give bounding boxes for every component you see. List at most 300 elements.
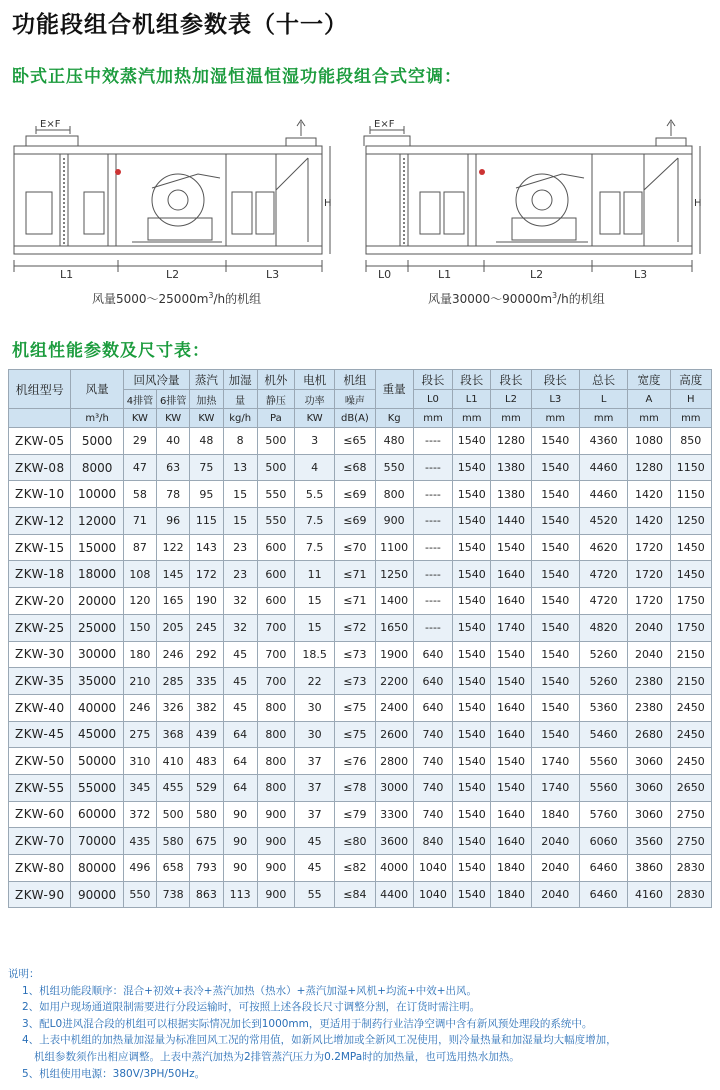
table-cell: 60000 [71,801,123,828]
col-header-steam-2: 加热 [190,390,223,409]
table-cell: ≤75 [335,694,375,721]
col-header-airflow: 风量 [71,370,123,409]
table-cell: 1540 [491,668,531,695]
table-cell: 3060 [628,748,670,775]
table-cell: 1540 [531,694,579,721]
table-cell: 210 [123,668,156,695]
table-cell: 1640 [491,588,531,615]
table-cell: 529 [190,774,223,801]
table-cell: ≤65 [335,428,375,455]
table-cell: 1250 [375,561,413,588]
table-cell: 2040 [531,828,579,855]
table-cell: 1280 [628,454,670,481]
segment-label-right-0: L0 [378,268,392,281]
table-cell: ---- [413,534,452,561]
table-cell: 1540 [453,855,491,882]
table-cell: 71 [123,508,156,535]
col-header-seg-l2: 段长 [491,370,531,390]
table-cell: 1540 [531,588,579,615]
table-cell: 410 [157,748,190,775]
caption-large-suffix: /h的机组 [557,292,605,306]
table-cell: 580 [157,828,190,855]
table-cell: ≤84 [335,881,375,908]
table-cell: 90 [223,828,257,855]
table-cell: 1540 [531,481,579,508]
col-header-l0: L0 [413,390,452,409]
table-cell: 45 [223,694,257,721]
table-row [9,534,712,561]
table-cell: 1840 [491,855,531,882]
table-cell: 1540 [531,454,579,481]
table-cell: 900 [375,508,413,535]
table-cell: 18000 [71,561,123,588]
table-cell: 900 [257,801,294,828]
table-cell: 4 [294,454,334,481]
table-cell: 15 [294,614,334,641]
table-cell: 63 [157,454,190,481]
table-cell: ≤76 [335,748,375,775]
col-header-l1: L1 [453,390,491,409]
table-cell: 326 [157,694,190,721]
table-cell: 1740 [531,748,579,775]
ef-label-right: E×F [374,119,395,130]
table-cell: ≤69 [335,481,375,508]
unit-cool-4: KW [123,409,156,428]
table-cell: 2750 [670,828,711,855]
table-cell: 1100 [375,534,413,561]
table-cell: 246 [157,641,190,668]
table-cell: 2680 [628,721,670,748]
table-cell: 740 [413,748,452,775]
table-cell: 15 [294,588,334,615]
table-cell: 90 [223,801,257,828]
table-row [9,668,712,695]
table-cell: 1540 [453,801,491,828]
table-row [9,481,712,508]
unit-l3: mm [531,409,579,428]
table-cell: 1440 [491,508,531,535]
table-cell: 1750 [670,614,711,641]
table-cell: ≤69 [335,508,375,535]
table-cell: 90000 [71,881,123,908]
table-row [9,828,712,855]
table-cell: 5.5 [294,481,334,508]
table-cell: 455 [157,774,190,801]
table-cell: 32 [223,614,257,641]
table-cell: 55 [294,881,334,908]
table-cell: 1540 [491,641,531,668]
table-cell: 145 [157,561,190,588]
table-cell: 550 [375,454,413,481]
table-cell: 120 [123,588,156,615]
table-cell: 435 [123,828,156,855]
table-cell: ---- [413,614,452,641]
table-cell: 1420 [628,481,670,508]
table-cell: 1450 [670,561,711,588]
table-cell: 30 [294,694,334,721]
table-cell: 439 [190,721,223,748]
table-cell: 1540 [531,561,579,588]
col-header-cool-6: 6排管 [157,390,190,409]
table-cell: 480 [375,428,413,455]
table-cell: 372 [123,801,156,828]
diagram-caption-large [428,290,605,307]
col-header-weight: 重量 [375,370,413,409]
table-cell: 1650 [375,614,413,641]
col-header-seg-l0: 段长 [413,370,452,390]
note-4-cont: 机组参数须作出相应调整。上表中蒸汽加热为2排管蒸汽压力为0.2MPa时的加热量，也可选用热水加热。 [34,1050,520,1063]
note-5: 5、机组使用电源：380V/3PH/50Hz。 [22,1067,206,1080]
table-cell: 5360 [579,694,627,721]
table-row [9,855,712,882]
table-cell: 1540 [531,614,579,641]
table-cell: 10000 [71,481,123,508]
table-cell: 90 [223,855,257,882]
col-header-l3: L3 [531,390,579,409]
table-cell: 1040 [413,881,452,908]
table-cell: 245 [190,614,223,641]
table-cell: ZKW-18 [9,561,71,588]
table-cell: 30 [294,721,334,748]
col-header-l2: L2 [491,390,531,409]
table-cell: 1380 [491,454,531,481]
product-subtitle: 卧式正压中效蒸汽加热加湿恒温恒湿功能段组合式空调： [12,67,462,87]
ef-label-left: E×F [40,119,61,130]
table-cell: ≤82 [335,855,375,882]
col-header-model: 机组型号 [9,370,71,409]
table-cell: 45 [294,855,334,882]
table-cell: 122 [157,534,190,561]
caption-large-text: 风量30000～90000m [428,292,553,306]
table-cell: 6460 [579,881,627,908]
table-cell: 1540 [453,668,491,695]
table-cell: 37 [294,801,334,828]
table-cell: ≤73 [335,641,375,668]
table-cell: 382 [190,694,223,721]
table-cell: ≤70 [335,534,375,561]
table-cell: 8 [223,428,257,455]
table-cell: 700 [257,641,294,668]
table-cell: ≤68 [335,454,375,481]
table-cell: 12000 [71,508,123,535]
table-cell: 496 [123,855,156,882]
table-cell: 640 [413,694,452,721]
table-cell: ZKW-30 [9,641,71,668]
table-cell: 310 [123,748,156,775]
table-cell: 45 [223,668,257,695]
table-cell: 1540 [453,748,491,775]
table-cell: 172 [190,561,223,588]
note-3: 3、配L0进风混合段的机组可以根据实际情况加长到1000mm，更适用于制药行业洁净空调中含有新风预处理段的系统中。 [22,1017,593,1030]
table-cell: 1900 [375,641,413,668]
table-cell: 1540 [453,694,491,721]
table-cell: 6460 [579,855,627,882]
table-row [9,428,712,455]
segment-label-left-1: L1 [60,268,74,281]
table-cell: 165 [157,588,190,615]
unit-pressure: Pa [257,409,294,428]
table-cell: ZKW-40 [9,694,71,721]
table-cell: 87 [123,534,156,561]
table-cell: 1540 [453,428,491,455]
table-cell: 1540 [531,641,579,668]
table-cell: 4460 [579,454,627,481]
table-cell: 800 [257,694,294,721]
table-cell: 863 [190,881,223,908]
col-header-noise: 机组 [335,370,375,390]
table-cell: ---- [413,508,452,535]
unit-cool-6: KW [157,409,190,428]
table-cell: 2800 [375,748,413,775]
table-section-title: 机组性能参数及尺寸表： [12,341,210,361]
table-cell: 1740 [531,774,579,801]
table-cell: 1540 [491,534,531,561]
unit-a: mm [628,409,670,428]
table-cell: 640 [413,668,452,695]
table-row [9,748,712,775]
table-cell: 2200 [375,668,413,695]
table-cell: 3560 [628,828,670,855]
table-cell: 4360 [579,428,627,455]
table-cell: 3 [294,428,334,455]
table-cell: 1540 [491,774,531,801]
table-cell: 5560 [579,774,627,801]
table-cell: 2040 [531,881,579,908]
table-cell: ZKW-50 [9,748,71,775]
performance-table [8,369,712,908]
table-cell: 2380 [628,694,670,721]
table-cell: 205 [157,614,190,641]
table-cell: 25000 [71,614,123,641]
table-cell: 8000 [71,454,123,481]
unit-steam: KW [190,409,223,428]
table-cell: 1150 [670,454,711,481]
table-cell: 4460 [579,481,627,508]
table-cell: 64 [223,721,257,748]
table-cell: 1540 [453,881,491,908]
segment-label-right-3: L3 [634,268,648,281]
h-label-left: H [324,198,332,209]
table-cell: 1540 [453,721,491,748]
table-row [9,881,712,908]
table-cell: 1640 [491,801,531,828]
table-cell: 3060 [628,801,670,828]
table-cell: 1540 [453,561,491,588]
table-cell: 2150 [670,641,711,668]
table-cell: 5000 [71,428,123,455]
table-cell: ≤80 [335,828,375,855]
table-cell: ---- [413,588,452,615]
table-cell: 23 [223,534,257,561]
table-cell: 3300 [375,801,413,828]
table-cell: 47 [123,454,156,481]
table-cell: 700 [257,668,294,695]
table-cell: 40000 [71,694,123,721]
table-cell: 793 [190,855,223,882]
table-cell: 850 [670,428,711,455]
table-cell: ≤72 [335,614,375,641]
table-cell: 740 [413,774,452,801]
table-cell: 1450 [670,534,711,561]
caption-small-sup: 3 [208,291,214,300]
table-cell: 113 [223,881,257,908]
table-cell: 5560 [579,748,627,775]
table-cell: 840 [413,828,452,855]
table-cell: 600 [257,561,294,588]
table-cell: 29 [123,428,156,455]
table-cell: ZKW-45 [9,721,71,748]
note-1: 1、机组功能段顺序：混合+初效+表冷+蒸汽加热（热水）+蒸汽加湿+风机+均流+中效+出风。 [22,984,478,997]
table-cell: 1720 [628,588,670,615]
unit-diagram-large [360,118,710,283]
table-cell: 1540 [453,614,491,641]
table-cell: 143 [190,534,223,561]
table-cell: 6060 [579,828,627,855]
table-cell: 4160 [628,881,670,908]
table-cell: 15 [223,508,257,535]
table-cell: 1540 [453,454,491,481]
table-cell: 800 [257,748,294,775]
table-cell: 550 [257,508,294,535]
unit-noise: dB(A) [335,409,375,428]
table-cell: 600 [257,588,294,615]
table-cell: 1540 [531,534,579,561]
table-cell: 64 [223,774,257,801]
table-cell: 740 [413,721,452,748]
table-cell: 1540 [453,588,491,615]
table-cell: 70000 [71,828,123,855]
table-cell: 1640 [491,828,531,855]
table-cell: 1150 [670,481,711,508]
table-cell: 1250 [670,508,711,535]
unit-diagram-small [8,118,338,283]
table-cell: 1720 [628,561,670,588]
table-cell: 2400 [375,694,413,721]
table-cell: 700 [257,614,294,641]
unit-weight: Kg [375,409,413,428]
table-row [9,801,712,828]
table-cell: 32 [223,588,257,615]
table-cell: ZKW-55 [9,774,71,801]
page-title: 功能段组合机组参数表（十一） [12,12,348,38]
table-cell: 500 [257,454,294,481]
table-cell: 180 [123,641,156,668]
col-header-steam: 蒸汽 [190,370,223,390]
table-cell: 1540 [453,534,491,561]
table-cell: 550 [123,881,156,908]
table-cell: 2450 [670,721,711,748]
note-2: 2、如用户现场通道限制需要进行分段运输时，可按照上述各段长尺寸调整分割，在订货时需注明。 [22,1001,481,1014]
table-cell: ≤73 [335,668,375,695]
table-cell: 500 [257,428,294,455]
table-cell: 1640 [491,721,531,748]
table-cell: 2830 [670,881,711,908]
table-cell: 3600 [375,828,413,855]
table-cell: 2650 [670,774,711,801]
table-cell: 95 [190,481,223,508]
diagram-caption-small [92,290,261,307]
table-row [9,588,712,615]
table-cell: 3060 [628,774,670,801]
table-cell: ---- [413,561,452,588]
table-cell: 78 [157,481,190,508]
table-cell: 335 [190,668,223,695]
table-cell: 1540 [531,668,579,695]
table-row [9,508,712,535]
table-cell: 1720 [628,534,670,561]
table-cell: 550 [257,481,294,508]
table-cell: 108 [123,561,156,588]
col-header-cool-4: 4排管 [123,390,156,409]
table-cell: ZKW-20 [9,588,71,615]
table-cell: 4520 [579,508,627,535]
table-cell: 2450 [670,694,711,721]
table-cell: 190 [190,588,223,615]
col-header-width: 宽度 [628,370,670,390]
col-header-l: L [579,390,627,409]
table-cell: ZKW-05 [9,428,71,455]
table-cell: 40 [157,428,190,455]
table-cell: ---- [413,454,452,481]
table-cell: 2450 [670,748,711,775]
table-row [9,774,712,801]
table-cell: ---- [413,481,452,508]
table-cell: 150 [123,614,156,641]
notes-label: 说明： [8,968,40,980]
table-cell: 64 [223,748,257,775]
table-cell: 55000 [71,774,123,801]
table-row [9,454,712,481]
table-cell: 11 [294,561,334,588]
unit-l2: mm [491,409,531,428]
table-cell: 23 [223,561,257,588]
table-cell: 675 [190,828,223,855]
ahu-drawing-small [8,118,338,283]
table-cell: ZKW-25 [9,614,71,641]
segment-label-right-1: L1 [438,268,452,281]
table-cell: 18.5 [294,641,334,668]
table-cell: 50000 [71,748,123,775]
table-cell: 2040 [531,855,579,882]
table-cell: ZKW-80 [9,855,71,882]
table-cell: 368 [157,721,190,748]
unit-model-blank [9,409,71,428]
table-cell: 285 [157,668,190,695]
table-cell: 292 [190,641,223,668]
table-cell: ---- [413,428,452,455]
table-cell: 45 [223,641,257,668]
table-cell: 2750 [670,801,711,828]
table-cell: 2040 [628,614,670,641]
segment-label-left-2: L2 [166,268,180,281]
table-cell: 5460 [579,721,627,748]
table-cell: 1540 [453,828,491,855]
table-cell: ZKW-15 [9,534,71,561]
table-cell: 1400 [375,588,413,615]
table-cell: 30000 [71,641,123,668]
caption-small-suffix: /h的机组 [213,292,262,306]
table-cell: ≤78 [335,774,375,801]
table-cell: 1640 [491,694,531,721]
table-cell: 96 [157,508,190,535]
unit-airflow: m³/h [71,409,123,428]
table-cell: 4820 [579,614,627,641]
table-cell: 900 [257,855,294,882]
table-cell: 2830 [670,855,711,882]
table-cell: 738 [157,881,190,908]
table-cell: 1540 [531,428,579,455]
table-cell: ZKW-90 [9,881,71,908]
